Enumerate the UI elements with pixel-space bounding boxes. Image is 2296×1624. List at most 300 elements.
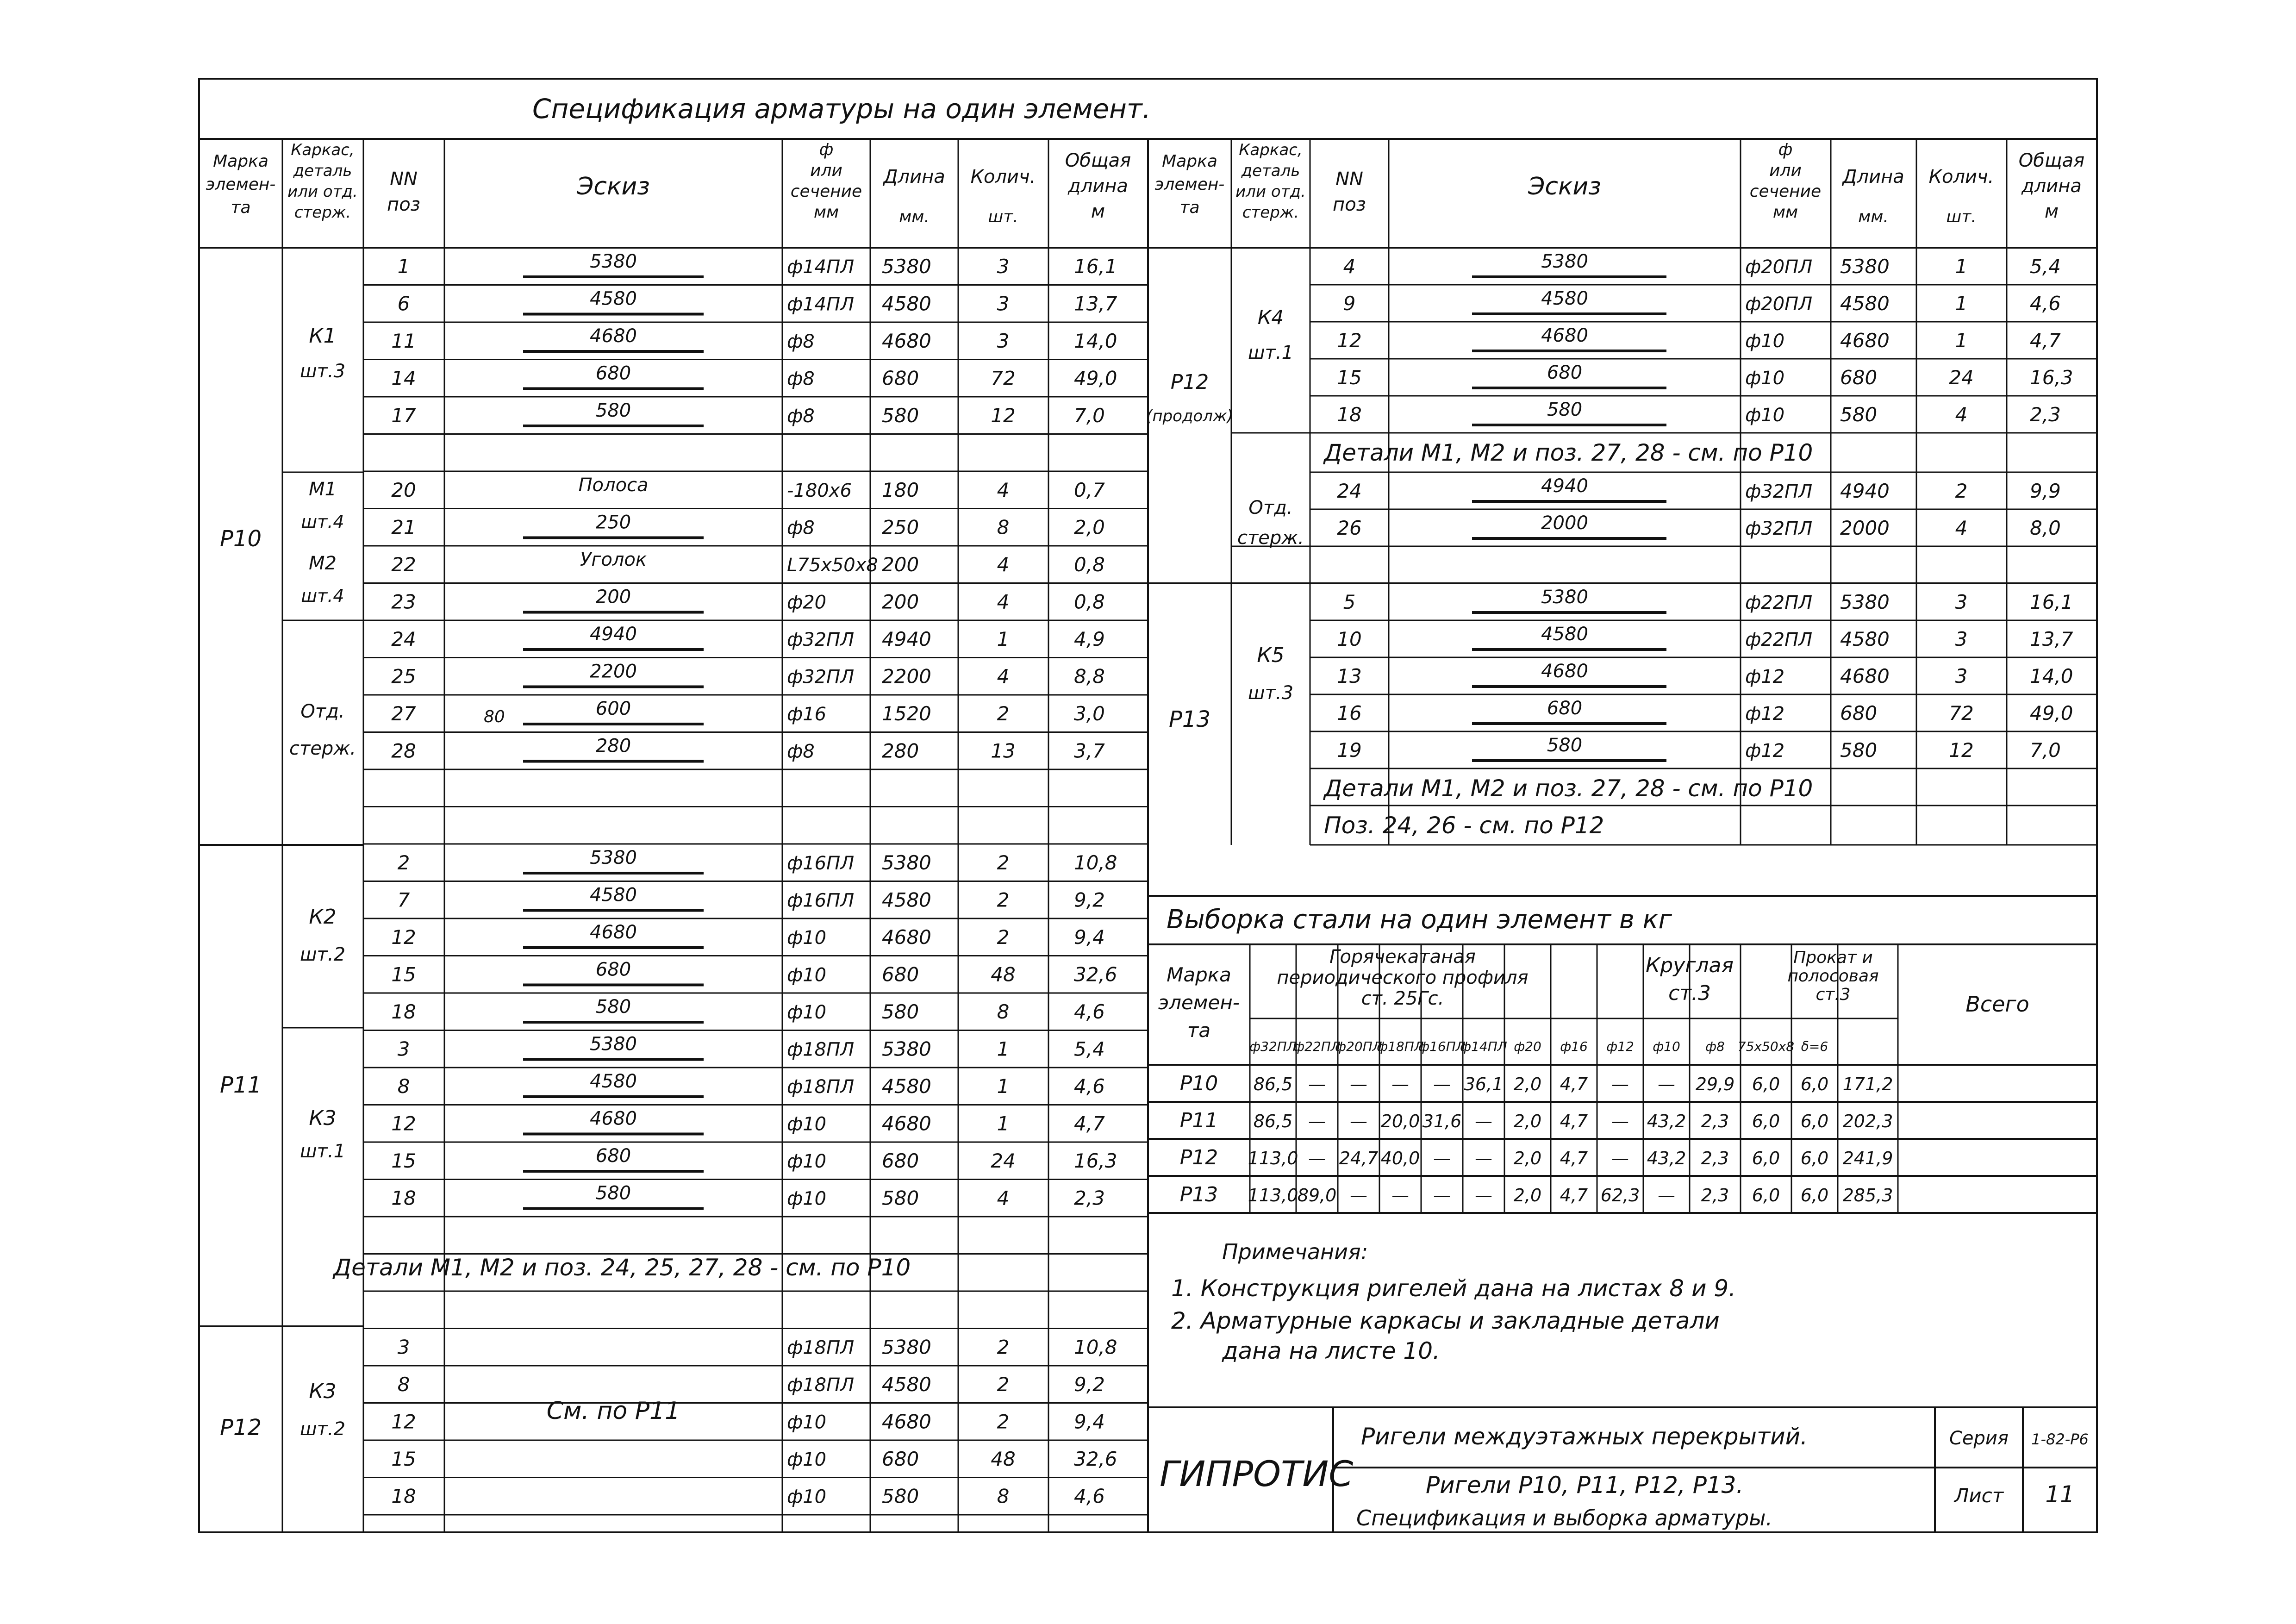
sketch-label: 4940	[590, 624, 637, 645]
header-kolich: Колич.	[1928, 166, 1994, 187]
length: 4680	[882, 1112, 931, 1135]
group-karkas: Отд.	[300, 701, 345, 722]
total-length: 9,2	[1074, 888, 1105, 912]
total-length: 16,1	[2030, 591, 2073, 613]
total-length: 0,8	[1074, 590, 1105, 613]
vyb-value: 6,0	[1752, 1148, 1780, 1168]
vyb-mark: Р12	[1179, 1146, 1218, 1169]
pos-number: 3	[397, 1037, 410, 1061]
sketch-label: 250	[595, 512, 631, 533]
org-name: ГИПРОТИС	[1160, 1453, 1354, 1494]
diameter: ф22ПЛ	[1745, 592, 1813, 613]
vyb-value: 40,0	[1380, 1148, 1420, 1168]
group-karkas: шт.4	[301, 512, 344, 532]
header-karkas: стерж.	[294, 203, 351, 222]
sketch-label: 580	[595, 996, 631, 1018]
diameter: ф18ПЛ	[787, 1374, 855, 1396]
quantity: 2	[997, 702, 1010, 725]
length: 200	[882, 590, 919, 613]
vyb-value: 2,3	[1701, 1185, 1729, 1206]
length: 680	[882, 367, 919, 390]
quantity: 2	[997, 1373, 1010, 1396]
vyb-value: 6,0	[1752, 1185, 1780, 1206]
total-length: 16,3	[2030, 366, 2073, 389]
quantity: 1	[997, 1075, 1010, 1098]
pos-number: 15	[391, 1448, 416, 1470]
length: 1520	[882, 702, 931, 725]
vyb-header: ст.3	[1668, 981, 1711, 1005]
pos-number: 12	[1337, 329, 1362, 352]
vyb-value: 202,3	[1842, 1111, 1893, 1131]
vyb-value: 171,2	[1842, 1074, 1893, 1094]
quantity: 2	[997, 1410, 1010, 1433]
header-obsh: длина	[2021, 175, 2082, 197]
header-marka: элемен-	[206, 175, 276, 194]
diameter: ф14ПЛ	[787, 256, 855, 278]
total-length: 3,0	[1074, 702, 1105, 725]
diameter: ф10	[787, 964, 827, 986]
pos-number: 15	[391, 1149, 416, 1172]
total-length: 0,7	[1074, 479, 1105, 501]
vyb-header: ст. 25Гс.	[1361, 988, 1444, 1009]
pos-number: 25	[391, 665, 416, 688]
diameter: ф10	[1745, 405, 1785, 426]
vyb-col: ф16	[1560, 1039, 1588, 1054]
vyb-value: 2,0	[1513, 1148, 1542, 1168]
quantity: 24	[991, 1149, 1016, 1172]
vyb-value: —	[1475, 1185, 1492, 1206]
pos-number: 22	[391, 553, 416, 576]
vyb-value: —	[1350, 1111, 1367, 1131]
diameter: ф18ПЛ	[787, 1076, 855, 1098]
vyb-value: —	[1658, 1074, 1675, 1094]
vyb-value: 4,7	[1560, 1074, 1588, 1094]
vyb-value: —	[1433, 1074, 1451, 1094]
header-nn: поз	[387, 194, 420, 215]
note-row: Детали М1, М2 и поз. 24, 25, 27, 28 - см. по Р10	[333, 1254, 911, 1281]
vyb-value: 113,0	[1248, 1148, 1298, 1168]
sketch-label: 580	[595, 400, 631, 421]
quantity: 3	[997, 330, 1010, 352]
group-karkas: М1	[309, 479, 337, 500]
quantity: 3	[1955, 628, 1968, 650]
pos-number: 24	[391, 628, 416, 650]
diameter: ф16ПЛ	[787, 890, 855, 912]
vyb-header: полосовая	[1787, 967, 1879, 986]
header-obsh: Общая	[2018, 150, 2085, 171]
header-kolich: Колич.	[970, 166, 1036, 187]
vyb-value: —	[1658, 1185, 1675, 1206]
length: 4580	[882, 1075, 931, 1098]
sketch-label: 680	[595, 1145, 631, 1167]
sketch-label: 2200	[590, 661, 637, 682]
pos-number: 14	[391, 367, 416, 390]
diameter: ф10	[787, 1188, 827, 1210]
diameter: ф8	[787, 741, 815, 762]
group-mark: (продолж)	[1146, 407, 1233, 425]
quantity: 8	[997, 1485, 1010, 1508]
quantity: 4	[997, 1187, 1010, 1210]
vyb-value: —	[1350, 1185, 1367, 1206]
vyb-value: —	[1308, 1111, 1326, 1131]
diameter: ф10	[787, 1113, 827, 1135]
vyb-value: 31,6	[1422, 1111, 1462, 1131]
total-length: 0,8	[1074, 553, 1105, 576]
diameter: ф32ПЛ	[1745, 481, 1813, 502]
length: 580	[882, 404, 919, 427]
header-karkas: или отд.	[287, 182, 358, 201]
vyb-header: Всего	[1965, 992, 2029, 1017]
sketch-label: 680	[595, 959, 631, 981]
diameter: -180x6	[787, 480, 852, 501]
pos-number: 7	[397, 888, 410, 912]
pos-number: 8	[397, 1075, 410, 1098]
pos-number: 3	[397, 1336, 410, 1359]
diameter: ф10	[787, 1151, 827, 1172]
vyb-header: ст.3	[1816, 985, 1851, 1004]
header-karkas: стерж.	[1242, 203, 1299, 222]
quantity: 2	[1955, 480, 1968, 502]
notes-heading: Примечания:	[1222, 1239, 1368, 1264]
vyb-col: ф18ПЛ	[1377, 1039, 1424, 1054]
length: 4680	[882, 1410, 931, 1433]
vyb-value: 29,9	[1695, 1074, 1735, 1094]
sketch-label: 680	[595, 362, 631, 384]
length: 4580	[882, 292, 931, 315]
vyb-value: 2,3	[1701, 1111, 1729, 1131]
total-length: 4,9	[1074, 628, 1105, 650]
quantity: 4	[1955, 403, 1968, 426]
group-karkas: стерж.	[289, 738, 356, 759]
pos-number: 20	[391, 479, 416, 501]
vyb-value: —	[1391, 1185, 1409, 1206]
vyb-value: —	[1611, 1111, 1629, 1131]
quantity: 1	[1955, 255, 1968, 278]
sheet-title: Спецификация арматуры на один элемент.	[532, 93, 1151, 125]
vyb-value: 6,0	[1800, 1148, 1829, 1168]
group-mark: Р11	[219, 1072, 262, 1098]
pos-number: 27	[391, 702, 416, 725]
vyb-value: —	[1308, 1074, 1326, 1094]
vyb-value: —	[1350, 1074, 1367, 1094]
group-karkas: К1	[309, 324, 337, 348]
diameter: ф16ПЛ	[787, 853, 855, 874]
sketch-label: 5380	[590, 1033, 637, 1055]
diameter: ф20ПЛ	[1745, 294, 1813, 315]
note-row: Детали М1, М2 и поз. 27, 28 - см. по Р10	[1324, 439, 1813, 466]
group-karkas: М2	[309, 553, 337, 574]
group-karkas: шт.3	[1248, 682, 1294, 704]
vyb-col: ф12	[1606, 1039, 1634, 1054]
group-mark: Р10	[219, 526, 262, 552]
length: 5380	[882, 1037, 931, 1061]
pos-number: 18	[391, 1485, 416, 1508]
total-length: 9,4	[1074, 1410, 1105, 1433]
header-kolich: шт.	[1946, 207, 1977, 226]
quantity: 48	[991, 963, 1016, 986]
total-length: 7,0	[2030, 739, 2061, 762]
vyb-value: 2,3	[1701, 1148, 1729, 1168]
seria-value: 1-82-Р6	[2031, 1430, 2089, 1448]
total-length: 3,7	[1074, 739, 1105, 762]
sketch-label: 5380	[1541, 587, 1588, 608]
length: 580	[882, 1187, 919, 1210]
sketch-label: 2000	[1541, 512, 1588, 534]
pos-number: 13	[1337, 665, 1362, 687]
pos-number: 5	[1343, 591, 1356, 613]
sketch-label: 4580	[590, 288, 637, 310]
total-length: 14,0	[2030, 665, 2073, 687]
length: 4940	[1840, 480, 1890, 502]
vyborka-title: Выборка стали на один элемент в кг	[1167, 905, 1672, 935]
length: 580	[882, 1000, 919, 1023]
length: 4940	[882, 628, 931, 650]
sketch-label: 4940	[1541, 475, 1588, 497]
header-phi: ф	[1778, 140, 1793, 159]
diameter: ф18ПЛ	[787, 1039, 855, 1061]
sketch-label: 600	[595, 698, 631, 719]
group-mark: Р13	[1168, 706, 1211, 732]
header-nn: NN	[1335, 169, 1363, 190]
header-obsh: м	[2044, 201, 2059, 222]
group-karkas: шт.2	[299, 1418, 346, 1440]
total-length: 32,6	[1074, 1448, 1117, 1470]
sketch-label: 4580	[1541, 288, 1588, 309]
total-length: 16,3	[1074, 1149, 1117, 1172]
quantity: 8	[997, 1000, 1010, 1023]
quantity: 1	[997, 1112, 1010, 1135]
vyb-value: 6,0	[1752, 1074, 1780, 1094]
total-length: 9,9	[2030, 480, 2061, 502]
diameter: ф20ПЛ	[1745, 256, 1813, 278]
vyb-value: —	[1433, 1185, 1451, 1206]
vyb-value: 86,5	[1253, 1111, 1293, 1131]
quantity: 3	[997, 255, 1010, 278]
quantity: 1	[997, 628, 1010, 650]
vyb-value: 2,0	[1513, 1074, 1542, 1094]
pos-number: 28	[391, 739, 416, 762]
total-length: 4,6	[1074, 1000, 1105, 1023]
note-2: 2. Арматурные каркасы и закладные детали	[1171, 1307, 1720, 1334]
quantity: 1	[1955, 329, 1968, 352]
diameter: ф10	[787, 1002, 827, 1023]
vyb-value: 43,2	[1647, 1111, 1686, 1131]
header-obsh: длина	[1068, 175, 1128, 197]
group-karkas: К4	[1257, 306, 1284, 329]
group-karkas: шт.2	[299, 944, 346, 965]
length: 4680	[882, 926, 931, 949]
diameter: ф10	[787, 1449, 827, 1470]
total-length: 4,6	[2030, 292, 2061, 315]
total-length: 4,6	[1074, 1485, 1105, 1508]
vyb-value: 6,0	[1752, 1111, 1780, 1131]
header-karkas: Каркас,	[291, 141, 355, 159]
length: 680	[1840, 366, 1878, 389]
total-length: 14,0	[1074, 330, 1117, 352]
header-phi: ф	[819, 140, 834, 159]
diameter: ф8	[787, 517, 815, 539]
vyb-value: —	[1391, 1074, 1409, 1094]
header-marka: элемен-	[1154, 175, 1225, 194]
diameter: ф12	[1745, 740, 1785, 762]
vyb-value: 20,0	[1380, 1111, 1420, 1131]
pos-number: 23	[391, 590, 416, 613]
sketch-label: 580	[1547, 399, 1583, 420]
sketch-label: 4580	[590, 884, 637, 906]
length: 680	[1840, 702, 1878, 725]
header-marka: Марка	[213, 152, 268, 171]
note-2-cont: дана на листе 10.	[1222, 1337, 1440, 1364]
header-nn: поз	[1333, 194, 1366, 215]
diameter: ф8	[787, 331, 815, 352]
total-length: 16,1	[1074, 255, 1117, 278]
pos-number: 18	[1337, 403, 1362, 426]
quantity: 4	[997, 665, 1010, 688]
quantity: 24	[1949, 366, 1974, 389]
vyb-value: 241,9	[1842, 1148, 1893, 1168]
group-karkas: К3	[309, 1106, 337, 1130]
quantity: 4	[997, 479, 1010, 501]
length: 4680	[1840, 329, 1890, 352]
vyb-value: 6,0	[1800, 1111, 1829, 1131]
quantity: 2	[997, 888, 1010, 912]
pos-number: 17	[391, 404, 416, 427]
pos-number: 26	[1337, 517, 1362, 539]
quantity: 2	[997, 851, 1010, 874]
group-mark: Р12	[1170, 370, 1209, 394]
sketch-label: 580	[595, 1182, 631, 1204]
pos-number: 21	[391, 516, 416, 539]
length: 5380	[1840, 591, 1890, 613]
diameter: ф18ПЛ	[787, 1337, 855, 1359]
pos-number: 15	[391, 963, 416, 986]
note-row: Поз. 24, 26 - см. по Р12	[1324, 812, 1604, 839]
group-karkas: стерж.	[1237, 527, 1304, 549]
length: 580	[1840, 739, 1878, 762]
sketch-label: 5380	[590, 251, 637, 272]
length: 280	[882, 739, 919, 762]
header-karkas: Каркас,	[1239, 141, 1303, 159]
vyb-header: Прокат и	[1793, 948, 1873, 967]
header-obsh: Общая	[1065, 150, 1131, 171]
quantity: 12	[991, 404, 1016, 427]
header-dlina: Длина	[1842, 166, 1904, 187]
length: 4580	[1840, 292, 1890, 315]
vyb-value: —	[1433, 1148, 1451, 1168]
length: 2200	[882, 665, 931, 688]
total-length: 5,4	[2030, 255, 2061, 278]
diameter: ф22ПЛ	[1745, 629, 1813, 650]
diameter: L75x50x8	[787, 555, 878, 576]
vyb-value: 43,2	[1647, 1148, 1686, 1168]
length: 250	[882, 516, 919, 539]
diameter: ф32ПЛ	[787, 666, 855, 688]
header-karkas: деталь	[293, 162, 352, 180]
total-length: 4,7	[1074, 1112, 1105, 1135]
header-phi: или	[1769, 161, 1802, 180]
pos-number: 19	[1337, 739, 1362, 762]
title-line-3: Спецификация и выборка арматуры.	[1356, 1505, 1773, 1530]
total-length: 9,2	[1074, 1373, 1105, 1396]
pos-number: 2	[397, 851, 410, 874]
list-value: 11	[2045, 1481, 2075, 1508]
group-karkas: К2	[309, 905, 337, 929]
length: 4680	[1840, 665, 1890, 687]
quantity: 3	[1955, 591, 1968, 613]
vyb-col: ф14ПЛ	[1460, 1039, 1507, 1054]
diameter: ф8	[787, 368, 815, 390]
total-length: 4,6	[1074, 1075, 1105, 1098]
vyb-value: —	[1475, 1148, 1492, 1168]
total-length: 49,0	[1074, 367, 1117, 390]
vyb-value: 113,0	[1248, 1185, 1298, 1206]
vyb-value: 36,1	[1464, 1074, 1504, 1094]
total-length: 8,0	[2030, 517, 2061, 539]
header-marka: та	[231, 198, 251, 217]
vyb-col: ф8	[1705, 1039, 1725, 1054]
length: 200	[882, 553, 919, 576]
total-length: 13,7	[2030, 628, 2073, 650]
vyb-value: 4,7	[1560, 1111, 1588, 1131]
pos-number: 12	[391, 1112, 416, 1135]
header-nn: NN	[390, 169, 418, 190]
header-phi: сечение	[790, 182, 862, 201]
group-karkas: шт.3	[299, 361, 346, 382]
diameter: ф32ПЛ	[787, 629, 855, 650]
quantity: 2	[997, 1336, 1010, 1359]
pos-number: 18	[391, 1187, 416, 1210]
header-dlina: мм.	[899, 207, 930, 226]
group-karkas: шт.1	[299, 1141, 346, 1162]
vyb-mark: Р10	[1179, 1072, 1218, 1095]
title-line-1: Ригели междуэтажных перекрытий.	[1361, 1423, 1808, 1450]
pos-number: 24	[1337, 480, 1362, 502]
vyb-value: 86,5	[1253, 1074, 1293, 1094]
quantity: 4	[1955, 517, 1968, 539]
sketch-label: 5380	[1541, 251, 1588, 272]
list-label: Лист	[1954, 1484, 2004, 1507]
vyb-header: элемен-	[1158, 991, 1240, 1014]
quantity: 72	[1949, 702, 1974, 725]
vyb-value: 24,7	[1339, 1148, 1379, 1168]
vyb-value: 89,0	[1297, 1185, 1337, 1206]
pos-number: 6	[397, 292, 410, 315]
header-karkas: или отд.	[1235, 182, 1306, 201]
pos-number: 16	[1337, 702, 1362, 725]
header-karkas: деталь	[1241, 162, 1300, 180]
vyb-value: 4,7	[1560, 1185, 1588, 1206]
group-karkas: шт.4	[301, 586, 344, 606]
diameter: ф32ПЛ	[1745, 518, 1813, 539]
sketch-label: 4680	[590, 1108, 637, 1130]
quantity: 48	[991, 1448, 1016, 1470]
pos-number: 12	[391, 1410, 416, 1433]
quantity: 2	[997, 926, 1010, 949]
sketch-label: 680	[1547, 698, 1583, 719]
pos-number: 12	[391, 926, 416, 949]
group-karkas: шт.1	[1248, 342, 1294, 363]
pos-number: 15	[1337, 366, 1362, 389]
sketch-label: 4680	[590, 325, 637, 347]
diameter: ф10	[1745, 368, 1785, 389]
vyb-value: 2,0	[1513, 1185, 1542, 1206]
note-1: 1. Конструкция ригелей дана на листах 8 и 9.	[1171, 1275, 1736, 1302]
sketch-label: Уголок	[580, 549, 647, 570]
vyb-value: 6,0	[1800, 1185, 1829, 1206]
diameter: ф10	[787, 927, 827, 949]
vyb-value: —	[1611, 1148, 1629, 1168]
sketch-label: 4680	[1541, 661, 1588, 682]
